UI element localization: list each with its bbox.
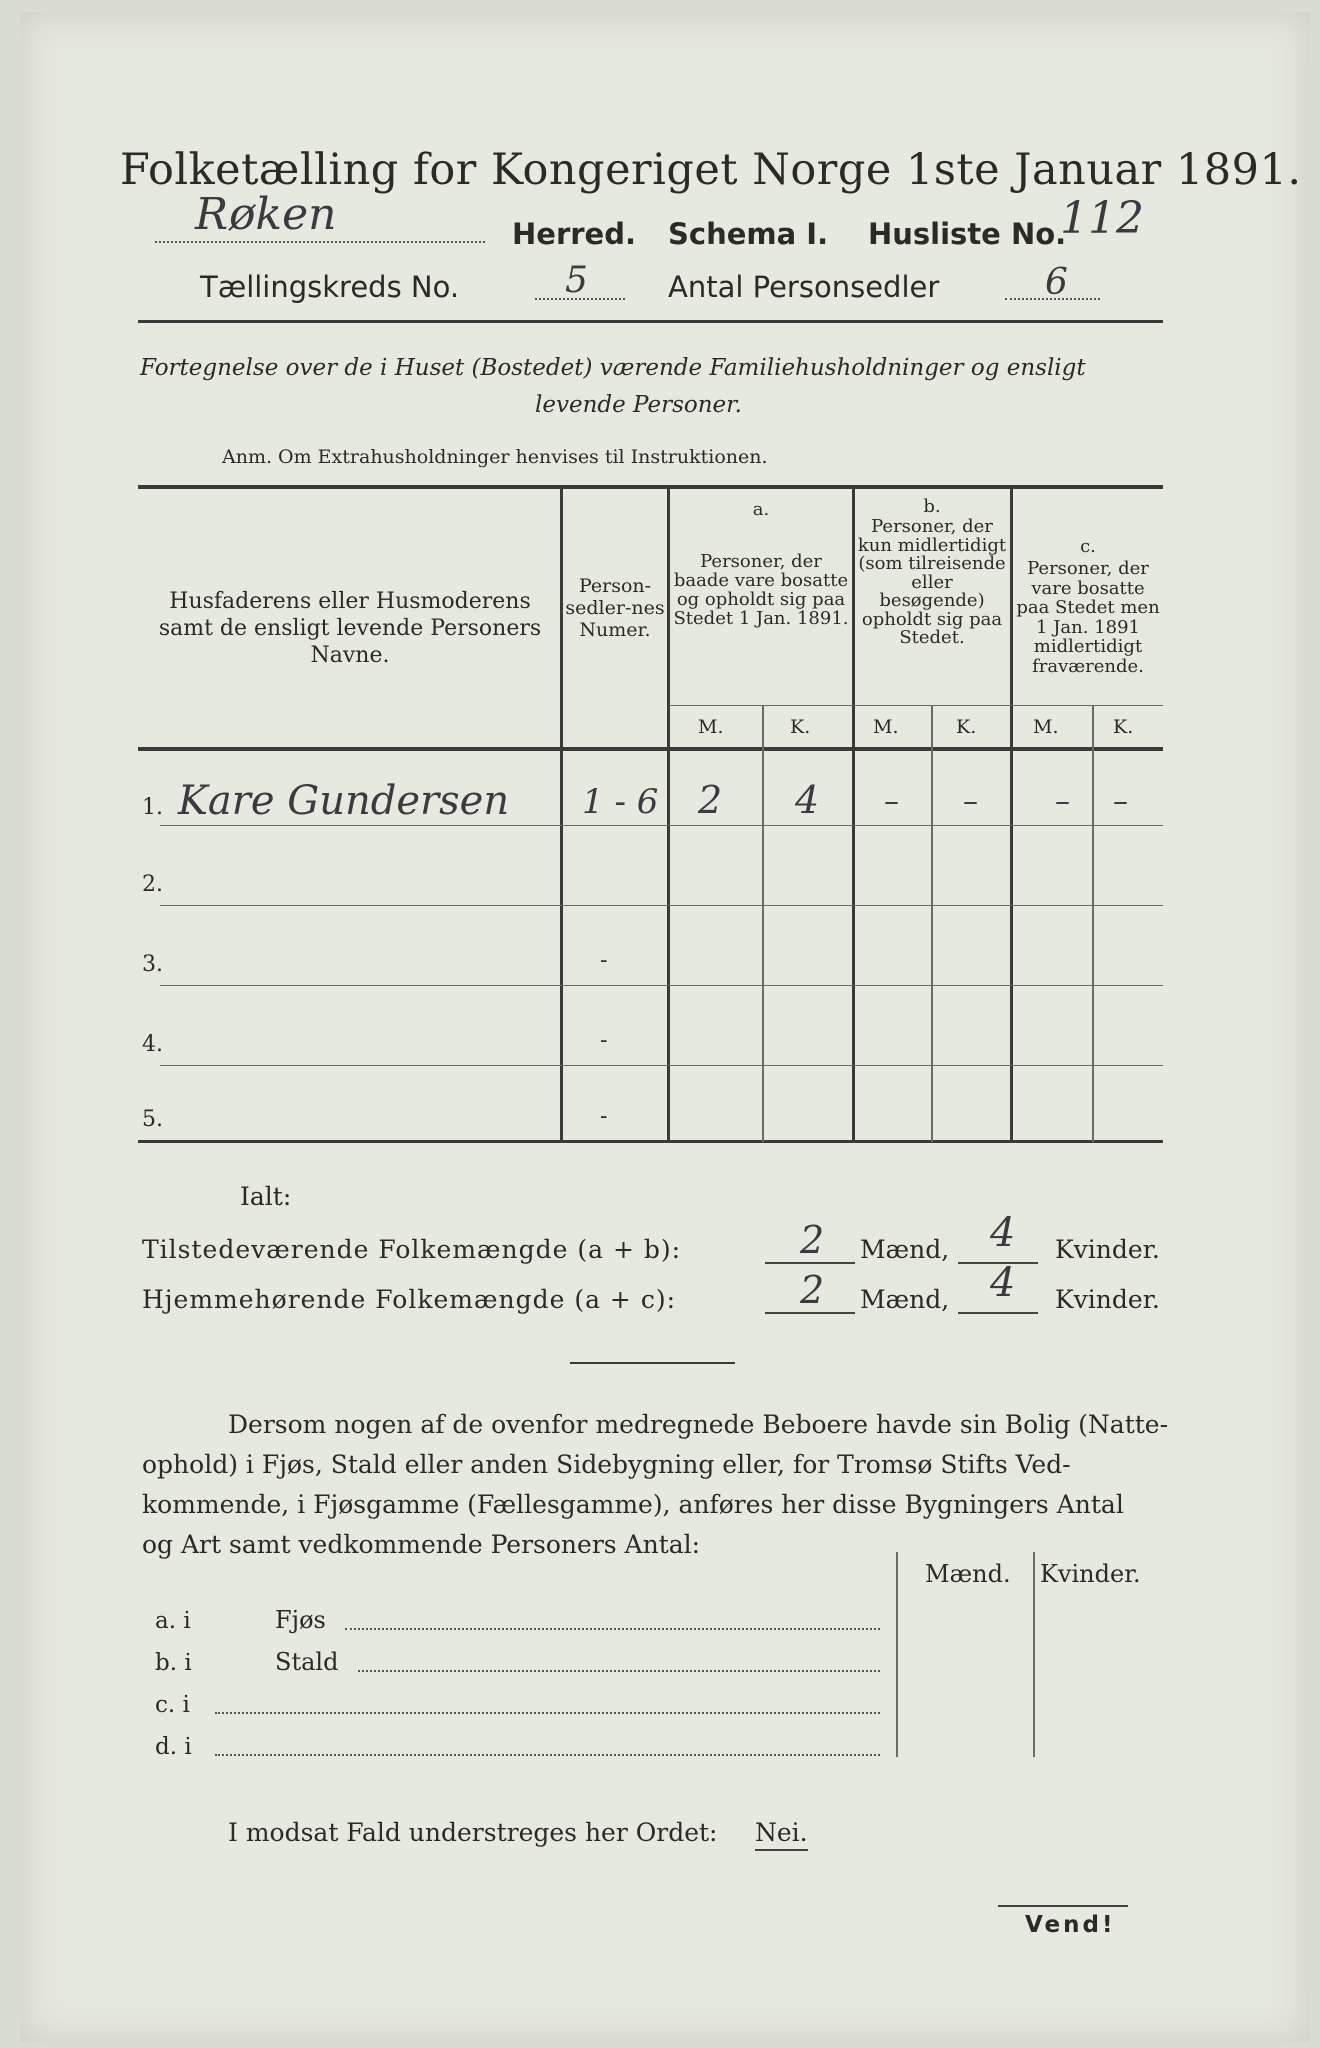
building-a-label: Fjøs [275, 1606, 326, 1634]
col-header-b-letter: b. [923, 496, 941, 517]
row-5-number: 5. [142, 1107, 163, 1132]
building-c-letter: c. i [155, 1692, 190, 1718]
vend-rule [998, 1905, 1128, 1907]
col-divider-b [1010, 487, 1013, 1142]
building-d-letter: d. i [155, 1734, 192, 1760]
total-present-maend: Mænd, [860, 1235, 950, 1264]
total-resident-k-line [958, 1312, 1038, 1314]
husliste-label: Husliste No. [868, 217, 1067, 251]
col-header-num: Person-sedler-nes Numer. [565, 575, 665, 641]
mk-row-rule [669, 705, 1163, 706]
row-5-num: - [600, 1104, 608, 1129]
total-resident-m: 2 [800, 1268, 825, 1312]
c-m-label: M. [1033, 716, 1059, 738]
row-rule-4 [160, 1065, 1163, 1066]
buildings-line-4: og Art samt vedkommende Personers Antal: [142, 1530, 701, 1559]
row-3-num: - [600, 948, 608, 973]
building-a-letter: a. i [155, 1608, 191, 1634]
building-d-dots [215, 1754, 880, 1756]
col-header-a: Personer, der baade vare bosatte og opholdt sig paa Stedet 1 Jan. 1891. [673, 551, 849, 629]
col-divider-c-mk [1092, 705, 1094, 1142]
census-form-page [20, 12, 1310, 2042]
row-3-number: 3. [142, 952, 163, 977]
anm-note: Anm. Om Extrahusholdninger henvises til Instruktionen. [222, 446, 768, 468]
a-k-label: K. [790, 716, 811, 738]
kreds-label: Tællingskreds No. [200, 270, 460, 304]
buildings-divider-2 [1033, 1552, 1035, 1757]
row-4-number: 4. [142, 1032, 163, 1057]
herred-label: Herred. [512, 217, 636, 251]
col-divider-name [560, 487, 563, 1142]
b-m-label: M. [873, 716, 899, 738]
total-resident-maend: Mænd, [860, 1285, 950, 1314]
kreds-value: 5 [565, 260, 588, 301]
total-present-k: 4 [990, 1210, 1016, 1256]
ialt-label: Ialt: [240, 1182, 292, 1211]
modsat-text: I modsat Fald understreges her Ordet: [228, 1818, 718, 1847]
row-1-num: 1 - 6 [582, 782, 659, 822]
vend-text: Vend! [1025, 1912, 1116, 1938]
col-divider-a [852, 487, 855, 1142]
buildings-divider-1 [896, 1552, 898, 1757]
buildings-col-kvinder: Kvinder. [1040, 1560, 1141, 1588]
building-b-label: Stald [275, 1648, 339, 1676]
row-1-c-k: – [1113, 784, 1128, 819]
row-1-b-k: – [963, 784, 978, 819]
intro-line-2: levende Personer. [535, 392, 742, 418]
col-divider-num [667, 487, 670, 1142]
building-a-dots [345, 1628, 880, 1630]
row-1-a-k: 4 [795, 778, 820, 822]
nei-word: Nei. [755, 1818, 808, 1851]
building-b-dots [358, 1670, 880, 1672]
row-rule-1 [160, 825, 1163, 826]
c-k-label: K. [1113, 716, 1134, 738]
schema-label: Schema I. [668, 217, 829, 251]
b-k-label: K. [956, 716, 977, 738]
row-2-number: 2. [142, 872, 163, 897]
total-resident-m-line [765, 1312, 855, 1314]
building-c-dots [215, 1712, 880, 1714]
col-divider-b-mk [931, 705, 933, 1142]
husliste-value: 112 [1060, 193, 1144, 244]
buildings-col-maend: Mænd. [925, 1560, 1011, 1588]
building-b-letter: b. i [155, 1650, 192, 1676]
total-resident-label: Hjemmehørende Folkemængde (a + c): [142, 1285, 676, 1314]
personsedler-value: 6 [1045, 262, 1068, 303]
buildings-line-1: Dersom nogen af de ovenfor medregnede Beboere havde sin Bolig (Natte- [228, 1410, 1169, 1439]
col-header-b: Personer, der kun midlertidigt (som tilreisende eller besøgende) opholdt sig paa Stedet. [857, 516, 1007, 648]
total-resident-kvinder: Kvinder. [1055, 1285, 1160, 1314]
form-title: Folketælling for Kongeriget Norge 1ste Januar 1891. [120, 145, 1302, 195]
intro-line-1: Fortegnelse over de i Huset (Bostedet) værende Familiehusholdninger og ensligt [140, 355, 1086, 381]
row-4-num: - [600, 1028, 608, 1053]
row-1-a-m: 2 [698, 778, 723, 822]
buildings-line-2: ophold) i Fjøs, Stald eller anden Sidebygning eller, for Tromsø Stifts Ved- [142, 1450, 1071, 1479]
personsedler-label: Antal Personsedler [668, 270, 940, 304]
municipality-field [155, 189, 485, 247]
row-1-c-m: – [1055, 784, 1070, 819]
row-1-b-m: – [884, 784, 899, 819]
row-1-number: 1. [142, 795, 163, 820]
row-1-name: Kare Gundersen [178, 778, 510, 824]
col-divider-a-mk [762, 705, 764, 1142]
section-separator [570, 1362, 735, 1364]
total-present-kvinder: Kvinder. [1055, 1235, 1160, 1264]
total-present-label: Tilstedeværende Folkemængde (a + b): [142, 1235, 682, 1264]
header-rule [138, 320, 1163, 323]
col-header-a-letter: a. [752, 499, 770, 520]
total-present-m: 2 [800, 1218, 825, 1262]
municipality-dotted-line [155, 241, 485, 243]
row-rule-3 [160, 985, 1163, 986]
col-header-name: Husfaderens eller Husmoderens samt de ensligt levende Personers Navne. [158, 589, 542, 668]
municipality-value: Røken [195, 189, 337, 240]
buildings-line-3: kommende, i Fjøsgamme (Fællesgamme), anføres her disse Bygningers Antal [142, 1490, 1124, 1519]
col-header-c-letter: c. [1080, 536, 1096, 557]
row-rule-2 [160, 905, 1163, 906]
total-resident-k: 4 [990, 1260, 1016, 1306]
total-present-m-line [765, 1262, 855, 1264]
a-m-label: M. [698, 716, 724, 738]
col-header-c: Personer, der vare bosatte paa Stedet men 1 Jan. 1891 midlertidigt fraværende. [1016, 558, 1160, 677]
